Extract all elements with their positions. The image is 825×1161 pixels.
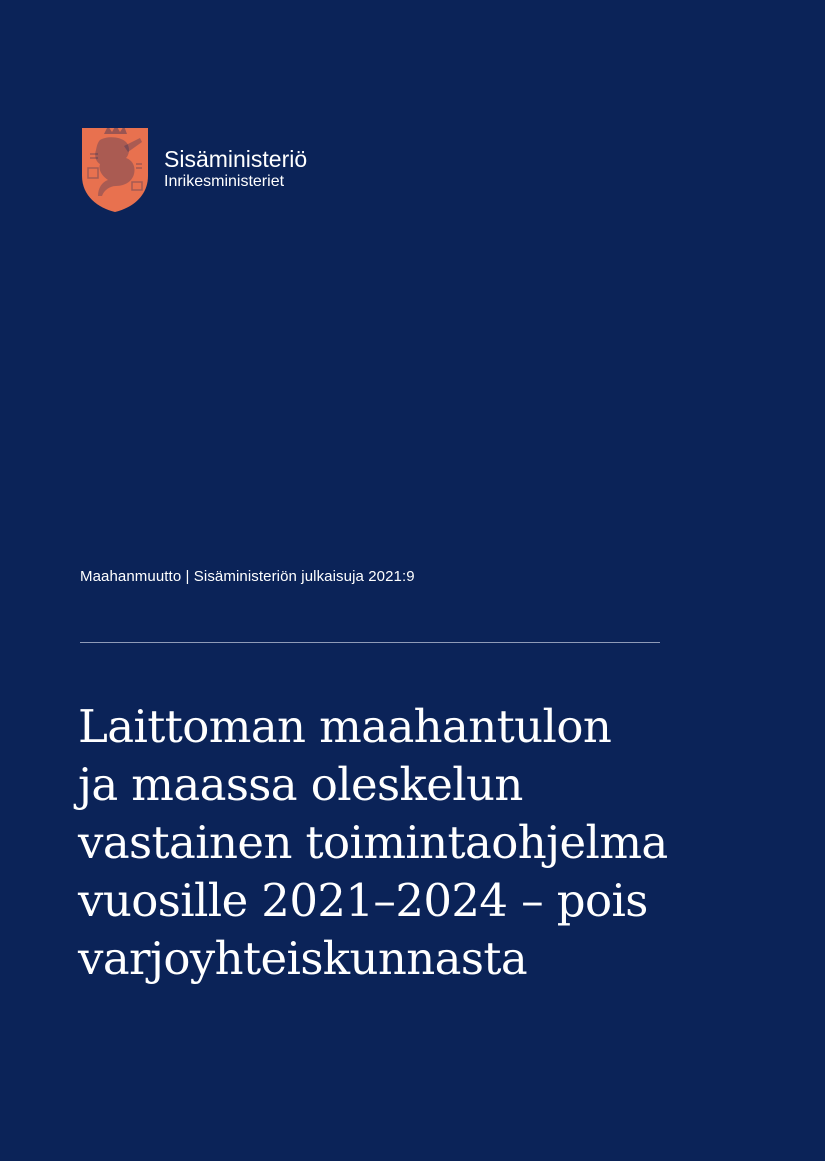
ministry-name: Sisäministeriö — [164, 146, 308, 172]
logo-wordmark — [164, 146, 307, 192]
title-line: vastainen toimintaohjelma — [78, 816, 668, 869]
title-line: varjoyhteiskunnasta — [78, 932, 528, 985]
publication-series: Maahanmuutto | Sisäministeriön julkaisuja 2021:9 — [80, 568, 415, 585]
ministry-name-swedish: Inrikesministeriet — [164, 173, 285, 190]
publication-title — [78, 698, 798, 988]
title-line: vuosille 2021–2024 – pois — [78, 874, 648, 927]
coat-of-arms-icon — [80, 124, 150, 214]
ministry-logo — [80, 124, 400, 216]
title-line: ja maassa oleskelun — [78, 758, 523, 811]
divider-line — [80, 642, 660, 643]
title-line: Laittoman maahantulon — [78, 700, 612, 753]
